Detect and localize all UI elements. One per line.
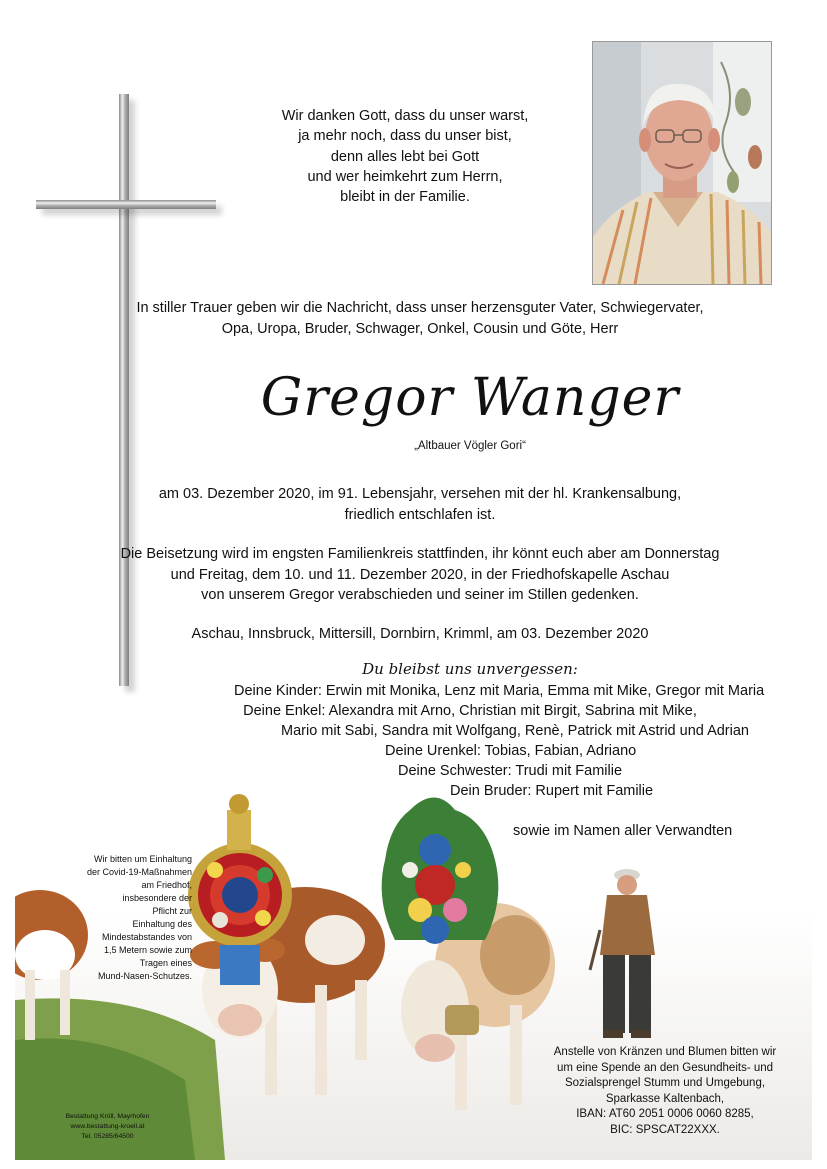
cross-horizontal-bar	[36, 200, 216, 209]
funeral-line: von unserem Gregor verabschieden und seiner im Stillen gedenken.	[201, 587, 639, 603]
undertaker-name: Bestattung Kröll, Mayrhofen	[65, 1113, 150, 1120]
covid-line: Mindestabstandes von	[101, 932, 192, 942]
donation-line: Sozialsprengel Stumm und Umgebung,	[564, 1077, 766, 1089]
covid-line: der Covid-19-Maßnahmen	[86, 867, 192, 877]
death-notice-line: friedlich entschlafen ist.	[344, 506, 496, 523]
place-date-text: Aschau, Innsbruck, Mittersill, Dornbirn, Krimml, am 03. Dezember 2020	[191, 626, 649, 642]
undertaker-info	[50, 1112, 165, 1142]
poem-line: ja mehr noch, dass du unser bist,	[298, 128, 512, 145]
undertaker-phone: Tel. 05285/64500	[81, 1133, 134, 1140]
covid-line: insbesondere der	[122, 893, 192, 903]
place-date	[100, 624, 740, 645]
donation-line: um eine Spende an den Gesundheits- und	[556, 1061, 774, 1074]
donation-request	[535, 1045, 795, 1138]
poem-line: denn alles lebt bei Gott	[330, 148, 480, 165]
death-notice-line: am 03. Dezember 2020, im 91. Lebensjahr, versehen mit der hl. Krankensalbung,	[158, 486, 682, 502]
donation-bic: BIC: SPSCAT22XXX.	[610, 1123, 720, 1136]
covid-line: Mund-Nasen-Schutzes.	[97, 971, 192, 981]
intro-text	[50, 298, 790, 339]
covid-line: Tragen eines	[139, 958, 192, 968]
family-brother: Dein Bruder: Rupert mit Familie	[450, 783, 654, 799]
covid-notice	[56, 853, 192, 983]
poem	[250, 106, 560, 207]
family-grandchildren-1: Deine Enkel: Alexandra mit Arno, Christian mit Birgit, Sabrina mit Mike,	[243, 703, 697, 719]
remembrance-heading: Du bleibst uns unvergessen:	[362, 660, 578, 678]
undertaker-website: www.bestattung-kroell.at	[70, 1123, 145, 1130]
covid-line: Wir bitten um Einhaltung	[93, 854, 192, 864]
funeral-text	[50, 544, 790, 606]
funeral-line: Die Beisetzung wird im engsten Familienkreis stattfinden, ihr könnt euch aber am Donnerstag	[120, 546, 720, 562]
funeral-line: und Freitag, dem 10. und 11. Dezember 2020, in der Friedhofskapelle Aschau	[170, 566, 670, 583]
deceased-name: Gregor Wanger	[260, 368, 680, 428]
intro-line: Opa, Uropa, Bruder, Schwager, Onkel, Cousin und Göte, Herr	[221, 320, 619, 337]
donation-line: Anstelle von Kränzen und Blumen bitten wir	[553, 1046, 777, 1058]
donation-line: Sparkasse Kaltenbach,	[605, 1092, 725, 1105]
portrait-photo	[592, 41, 772, 285]
covid-line: 1,5 Metern sowie zum	[103, 945, 192, 955]
intro-line: In stiller Trauer geben wir die Nachricht, dass unser herzensguter Vater, Schwiegervater,	[136, 300, 704, 316]
death-notice	[50, 484, 790, 525]
family-children: Deine Kinder: Erwin mit Monika, Lenz mit Maria, Emma mit Mike, Gregor mit Maria	[234, 683, 765, 699]
covid-line: Einhaltung des	[132, 919, 192, 929]
covid-line: Pflicht zur	[152, 906, 192, 916]
poem-line: und wer heimkehrt zum Herrn,	[307, 168, 503, 185]
covid-line: am Friedhof,	[141, 880, 192, 890]
family-great-grandchildren: Deine Urenkel: Tobias, Fabian, Adriano	[385, 743, 637, 759]
family-relatives: sowie im Namen aller Verwandten	[513, 823, 733, 839]
family-sister: Deine Schwester: Trudi mit Familie	[398, 763, 623, 779]
donation-iban: IBAN: AT60 2051 0006 0060 8285,	[576, 1108, 754, 1120]
poem-line: Wir danken Gott, dass du unser warst,	[281, 108, 529, 124]
family-grandchildren-2: Mario mit Sabi, Sandra mit Wolfgang, Renè, Patrick mit Astrid und Adrian	[281, 723, 749, 739]
poem-line: bleibt in der Familie.	[340, 189, 470, 206]
deceased-nickname: „Altbauer Vögler Gori“	[414, 440, 526, 452]
